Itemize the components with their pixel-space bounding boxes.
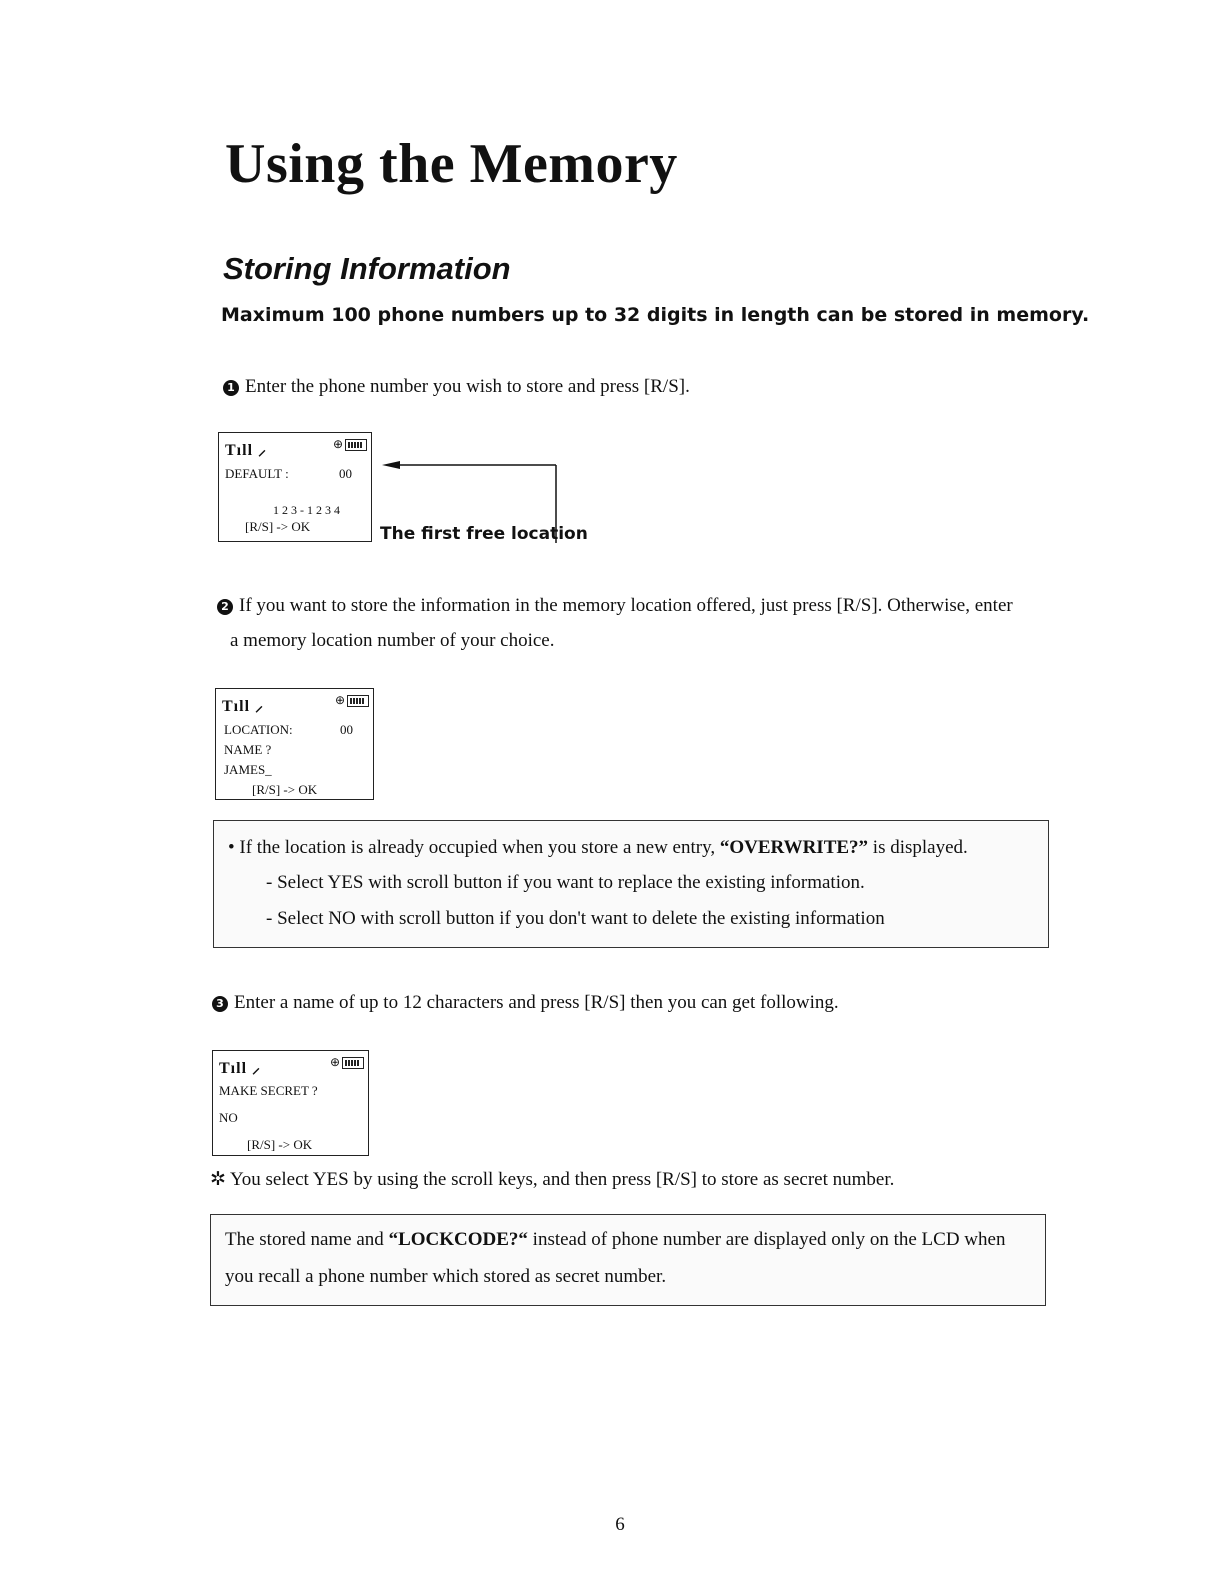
signal-icon: Tıll ⸝ bbox=[225, 442, 268, 459]
note-line bbox=[225, 1229, 1005, 1251]
plug-icon: ⊕ bbox=[329, 1055, 340, 1069]
lcd-display-location bbox=[215, 688, 374, 800]
lcd-number: 1 2 3 - 1 2 3 4 bbox=[273, 503, 340, 517]
lcd-label: DEFAULT : bbox=[225, 466, 289, 481]
lcd-value: 00 bbox=[339, 466, 352, 481]
note-line: you recall a phone number which stored as secret number. bbox=[225, 1266, 667, 1287]
note-keyword: “LOCKCODE?“ bbox=[388, 1229, 528, 1250]
step-3 bbox=[212, 985, 839, 1021]
note-line: - Select YES with scroll button if you want to replace the existing information. bbox=[266, 872, 865, 893]
note-line: - Select NO with scroll button if you don't want to delete the existing information bbox=[266, 908, 885, 929]
lcd-name-entry: JAMES_ bbox=[224, 762, 272, 777]
battery-icon bbox=[342, 1057, 364, 1069]
signal-icon: Tıll ⸝ bbox=[219, 1060, 262, 1077]
lcd-value: 00 bbox=[340, 722, 353, 737]
plug-icon: ⊕ bbox=[332, 437, 343, 451]
note-keyword: “OVERWRITE?” bbox=[719, 837, 869, 858]
signal-icon: Tıll ⸝ bbox=[222, 698, 265, 715]
step-text: Enter a name of up to 12 characters and press [R/S] then you can get following. bbox=[234, 992, 839, 1013]
note-line bbox=[228, 837, 968, 859]
lcd-display-secret bbox=[212, 1050, 369, 1156]
page-title: Using the Memory bbox=[225, 133, 678, 195]
lcd-footer: [R/S] -> OK bbox=[252, 782, 318, 797]
section-title: Storing Information bbox=[223, 251, 511, 286]
note-text: is displayed. bbox=[868, 837, 968, 858]
step-text: If you want to store the information in the memory location offered, just press [R/S]. Otherwise, enter bbox=[239, 595, 1013, 616]
step-text: Enter the phone number you wish to store and press [R/S]. bbox=[245, 376, 690, 397]
step-number: 1 bbox=[223, 380, 239, 396]
battery-icon bbox=[345, 439, 367, 451]
note-text: The stored name and bbox=[225, 1229, 389, 1250]
overwrite-note bbox=[213, 820, 1049, 948]
plug-icon: ⊕ bbox=[334, 693, 345, 707]
lcd-name-prompt: NAME ? bbox=[224, 742, 272, 757]
lcd-label: LOCATION: bbox=[224, 722, 293, 737]
lockcode-note bbox=[210, 1214, 1046, 1306]
callout-label: The first free location bbox=[380, 524, 588, 544]
secret-tip: ✲ You select YES by using the scroll keys, and then press [R/S] to store as secret number. bbox=[210, 1169, 895, 1190]
lcd-prompt: MAKE SECRET ? bbox=[219, 1083, 318, 1098]
step-number: 2 bbox=[217, 599, 233, 615]
lcd-footer: [R/S] -> OK bbox=[247, 1137, 313, 1152]
lcd-footer: [R/S] -> OK bbox=[245, 519, 311, 534]
note-text: instead of phone number are displayed only on the LCD when bbox=[527, 1229, 1006, 1250]
battery-icon bbox=[347, 695, 369, 707]
lcd-display-default bbox=[218, 432, 372, 542]
page-number: 6 bbox=[615, 1514, 625, 1535]
lead-paragraph: Maximum 100 phone numbers up to 32 digits in length can be stored in memory. bbox=[221, 304, 1090, 326]
step-number: 3 bbox=[212, 996, 228, 1012]
lcd-value: NO bbox=[219, 1110, 238, 1125]
step-1 bbox=[223, 369, 690, 405]
note-text: • If the location is already occupied when you store a new entry, bbox=[228, 837, 720, 858]
step-2 bbox=[217, 588, 1013, 624]
step-2-continued: a memory location number of your choice. bbox=[230, 630, 555, 651]
